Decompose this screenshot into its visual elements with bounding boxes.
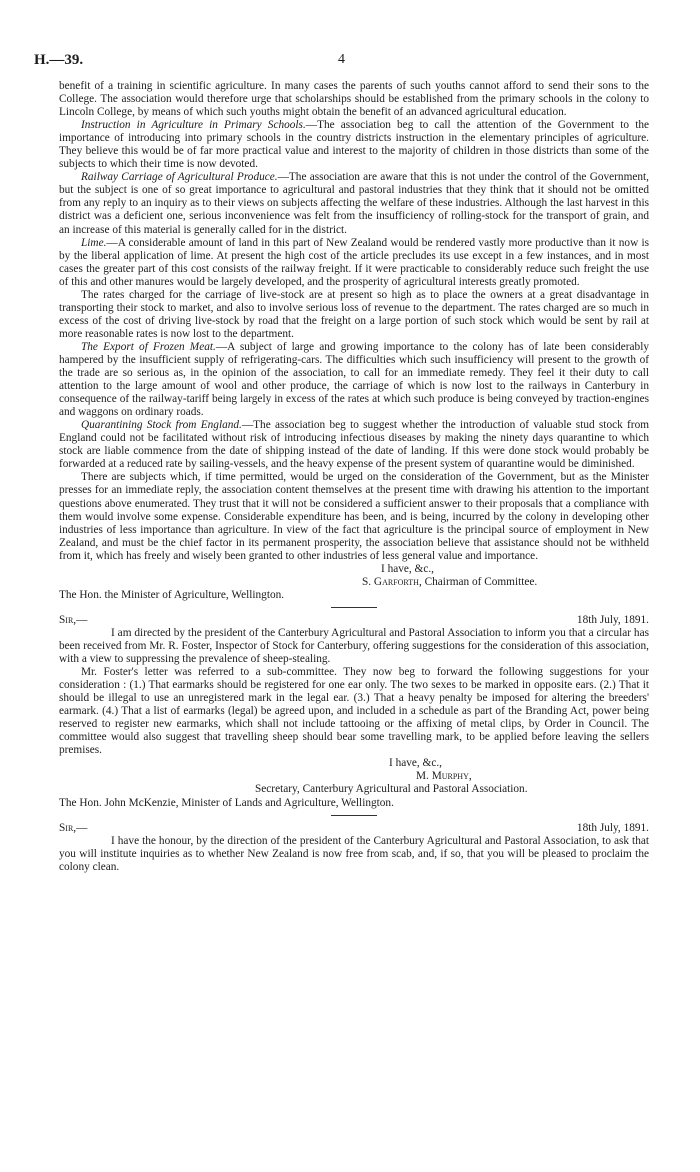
closing: I have, &c., bbox=[381, 562, 435, 575]
letter-date: 18th July, 1891. bbox=[576, 613, 649, 626]
signature: S. Garforth, Chairman of Committee. bbox=[362, 575, 538, 588]
letter-header bbox=[59, 614, 649, 627]
section-heading: Railway Carriage of Agricultural Produce. bbox=[81, 171, 278, 184]
section-heading: The Export of Frozen Meat. bbox=[81, 340, 216, 353]
closing: I have, &c., bbox=[389, 757, 443, 770]
signature-title: Secretary, Canterbury Agricultural and Pastoral Association. bbox=[255, 783, 528, 796]
addressee: The Hon. John McKenzie, Minister of Lands and Agriculture, Wellington. bbox=[59, 796, 394, 809]
paragraph: The rates charged for the carriage of live-stock are at present so high as to place the owners at a great disadvantage in transporting their stock to market, and also to involve serious loss of revenue to the department. The rates charged are so much in excess of the cost of driving live-stock by road that the freight on a large portion of such stock which would be sent by rail at more reasonable rates is now lost to the department. bbox=[59, 288, 649, 340]
paragraph: I am directed by the president of the Canterbury Agricultural and Pastoral Association to inform you that a circular has been received from Mr. R. Foster, Inspector of Stock for Canterbury, offering suggestions for the consideration of this association, with a view to suppressing the prevalence of sheep-stealing. bbox=[59, 626, 649, 666]
paragraph: Instruction in Agriculture in Primary Schools.—The association beg to call the attention of the Government to the importance of introducing into primary schools in the country districts instruction in the elementary principles of agriculture. They believe this would be of far more practical value and interest to the majority of children in those districts than some of the subjects to which their time is now devoted. bbox=[59, 119, 649, 171]
section-heading: Quarantining Stock from England. bbox=[81, 419, 242, 432]
section-heading: Instruction in Agriculture in Primary Schools. bbox=[81, 119, 306, 132]
section-divider bbox=[331, 815, 377, 816]
signature-name: M. Murphy, bbox=[416, 770, 472, 783]
salutation: Sir,— bbox=[59, 613, 88, 626]
paragraph: benefit of a training in scientific agriculture. In many cases the parents of such youths cannot afford to send their sons to the College. The association would therefore urge that scholarships should be established from the primary schools in the colony to Lincoln College, by means of which such youths might obtain the benefit of an advanced agricultural education. bbox=[59, 80, 649, 119]
letter-header bbox=[59, 822, 649, 835]
paragraph: Lime.—A considerable amount of land in this part of New Zealand would be rendered vastly more productive than it now is by the liberal application of lime. At present the high cost of the article precludes its use except in a few instances, and in most cases the greater part of this cost consists of the railway freight. If it were practicable to considerably reduce such freight the use of this and other manures would be largely developed, and the prosperity of agricultural interests greatly promoted. bbox=[59, 236, 649, 288]
paragraph: There are subjects which, if time permitted, would be urged on the consideration of the Government, but as the Minister presses for an immediate reply, the association content themselves at the present time with drawing his attention to the important questions above enumerated. They trust that it will not be considered a sufficient answer to their proposals that a compliance with them would involve some expense. Considerable expenditure has been, and is being, incurred by the colony in developing other industries of less importance than agriculture. In view of the fact that agriculture is the principal source of employment in New Zealand, and must be the chief factor in its permanent prosperity, the association believe that assistance should not be withheld from it, which has freely and wisely been granted to other industries of less general value and importance. bbox=[59, 471, 649, 562]
section-divider bbox=[331, 607, 377, 608]
document-code: H.—39. bbox=[34, 52, 84, 68]
document-body bbox=[59, 80, 649, 874]
letter-date: 18th July, 1891. bbox=[576, 821, 649, 834]
paragraph: I have the honour, by the direction of the president of the Canterbury Agricultural and Pastoral Association, to ask that you will institute inquiries as to whether New Zealand is now free from scab, and, if so, that you will be pleased to proclaim the colony clean. bbox=[59, 834, 649, 873]
section-heading: Lime. bbox=[81, 236, 107, 249]
paragraph: The Export of Frozen Meat.—A subject of large and growing importance to the colony has of late been considerably hampered by the insufficient supply of refrigerating-cars. The difficulties which such insufficiency will present to the growth of the trade are so serious as, in the opinion of the association, to call for an immediate remedy. They feel it their duty to call attention to the large amount of wool and other produce, the carriage of which is now lost to the railways in Canterbury in consequence of the railway-tariff being largely in excess of the rates at which such produce is being conveyed by traction-engines and waggons on ordinary roads. bbox=[59, 340, 649, 419]
paragraph: Quarantining Stock from England.—The association beg to suggest whether the introduction of valuable stud stock from England could not be facilitated without risk of introducing infectious diseases by making the ninety days quarantine to which stock are liable commence from the date of shipping instead of the date of landing. If this were done stock would probably be forwarded at a reduced rate by sailing-vessels, and the heavy expense of the present system of quarantine would be diminished. bbox=[59, 419, 650, 471]
page-number: 4 bbox=[338, 52, 345, 67]
paragraph: Mr. Foster's letter was referred to a sub-committee. They now beg to forward the following suggestions for your consideration : (1.) That earmarks should be registered for one ear only. The two sexes to be marked in opposite ears. (2.) That it should be illegal to use an unregistered mark in the legal ear. (3.) That a heavy penalty be imposed for altering the breeders' earmark. (4.) That a list of earmarks (legal) be agreed upon, and included in a schedule as part of the Branding Act, power being reserved to register new earmarks, which shall not include tattooing or the affixing of metal clips, by Order in Council. The committee would also suggest that travelling sheep should bear some travelling mark, to be applied before leaving the sellers premises. bbox=[59, 666, 649, 757]
salutation: Sir,— bbox=[59, 821, 88, 834]
addressee: The Hon. the Minister of Agriculture, Wellington. bbox=[59, 588, 285, 601]
paragraph: Railway Carriage of Agricultural Produce.—The association are aware that this is not under the control of the Government, but the subject is one of so great importance to agricultural and pastoral industries that they think that it should not be omitted from any reply to an inquiry as to their views on subjects affecting the welfare of these industries. Although the last harvest in this district was a deficient one, serious inconvenience was felt from the insufficiency of rolling-stock for the transport of grain, and an increase of this material is generally called for in the district. bbox=[59, 171, 649, 236]
